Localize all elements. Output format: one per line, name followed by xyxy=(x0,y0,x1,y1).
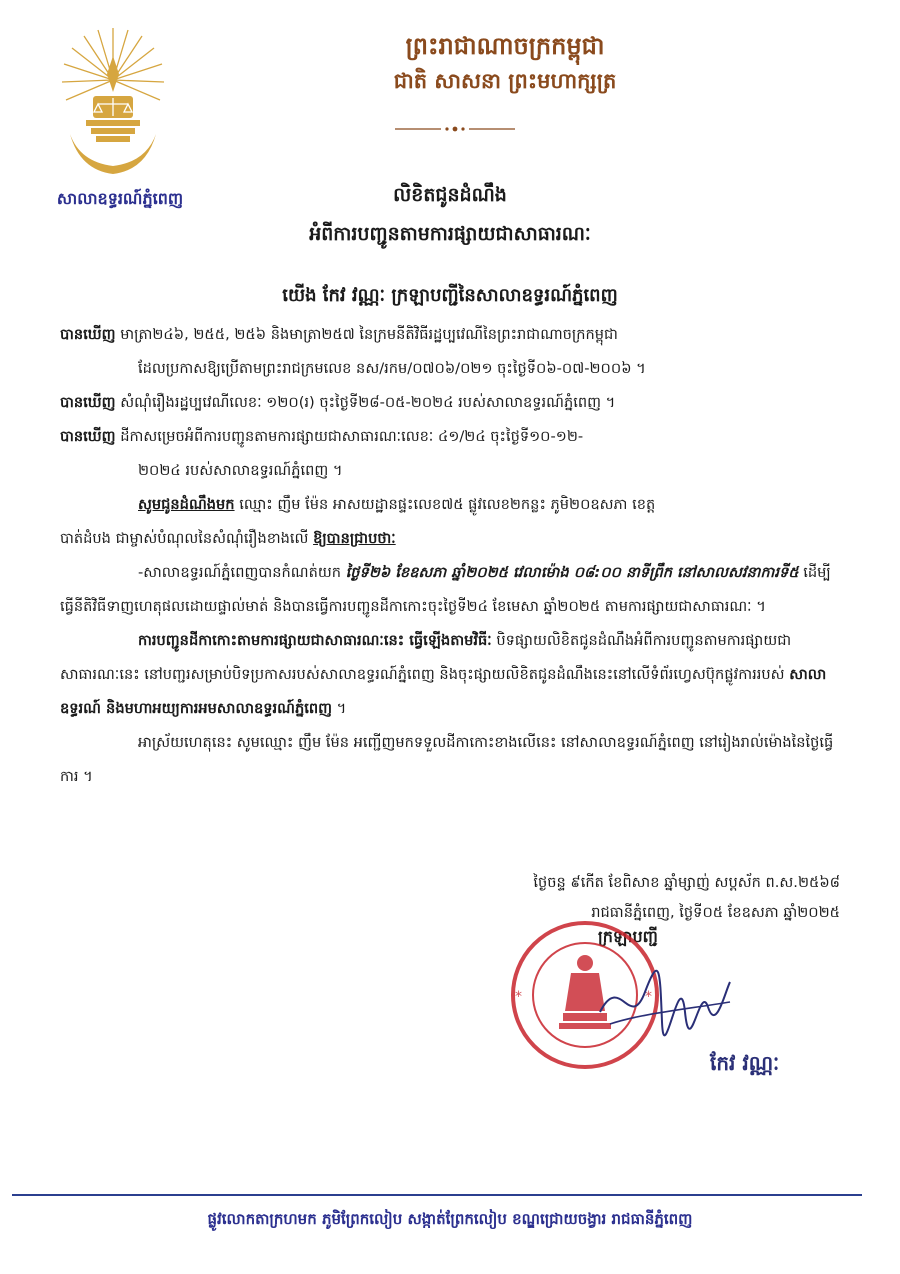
paragraph-text: ដីកាសម្រេចអំពីការបញ្ជូនតាមការផ្សាយជាសាធារណៈលេខៈ ៤១/២៤ ចុះថ្ងៃទី១០-១២- xyxy=(115,428,584,445)
court-name: សាលាឧទ្ធរណ៍ភ្នំពេញ xyxy=(56,189,184,208)
paragraph-text: មាត្រា២៤៦, ២៥៥, ២៥៦ និងមាត្រា២៥៧ នៃក្រមនីតិវិធីរដ្ឋប្បវេណីនៃព្រះរាជាណាចក្រកម្ពុជា xyxy=(115,326,618,343)
footer-divider xyxy=(12,1194,862,1196)
document-subtitle: អំពីការបញ្ជូនតាមការផ្សាយជាសាធារណៈ xyxy=(309,223,591,245)
notice-body xyxy=(60,318,840,794)
seen-label: បានឃើញ xyxy=(60,326,116,343)
kingdom-header xyxy=(340,28,670,98)
paragraph-text: បិទផ្សាយលិខិតជូនដំណឹងអំពីការបញ្ជូនតាមការផ្សាយជាសាធារណៈនេះ នៅបញ្ជរសម្រាប់បិទប្រកាសរបស់សាលាឧទ្ធរណ៍ភ្នំពេញ និងចុះផ្សាយលិខិតជូនដំណឹងនេះនៅលើទំព័រហ្វេសប៊ុកផ្លូវការរបស់ xyxy=(60,632,792,683)
seen-label: បានឃើញ xyxy=(60,428,116,445)
paragraph-text: សំណុំរឿងរដ្ឋប្បវេណីលេខៈ ១២០(រ) ចុះថ្ងៃទី២៨-០៥-២០២៤ របស់សាលាឧទ្ធរណ៍ភ្នំពេញ ។ xyxy=(115,394,616,411)
hearing-date: ថ្ងៃទី២៦ ខែឧសភា ឆ្នាំ២០២៥ វេលាម៉ោង ០៨:០០ នាទីព្រឹក នៅសាលសវនាការទី៥ xyxy=(345,564,799,581)
solar-date: រាជធានីភ្នំពេញ, ថ្ងៃទី០៥ ខែឧសភា ឆ្នាំ២០២៥ xyxy=(591,904,840,921)
paragraph-text: -សាលាឧទ្ធរណ៍ភ្នំពេញបានកំណត់យក xyxy=(138,564,346,581)
clerk-title: ក្រឡាបញ្ជី xyxy=(598,927,658,946)
method-tail: សាលាឧទ្ធរណ៍ និងមហាអយ្យការអមសាលាឧទ្ធរណ៍ភ្នំពេញ xyxy=(60,666,827,717)
method-label: ការបញ្ជូនដីកាកោះតាមការផ្សាយជាសាធារណៈនេះ ធ្វើឡើងតាមវិធីៈ xyxy=(138,632,492,649)
paragraph-notify xyxy=(60,488,840,522)
handwritten-signature xyxy=(590,952,740,1042)
paragraph-text: បាត់ដំបង ជាម្ចាស់បំណុលនៃសំណុំរឿងខាងលើ xyxy=(60,530,314,547)
footer-address: ផ្លូវលោកតាក្រហមក ភូមិព្រែកលៀប សង្កាត់ព្រែកលៀប ខណ្ឌជ្រោយចង្វារ រាជធានីភ្នំពេញ xyxy=(207,1210,693,1228)
clerk-name: កែវ វណ្ណៈ xyxy=(710,1051,780,1075)
paragraph-seen-1 xyxy=(60,318,840,352)
paragraph-text: ឈ្មោះ ញឹម ម៉ែន អាសយដ្ឋានផ្ទះលេខ៧៥ ផ្លូវលេខ២កន្លះ ភូមិ២០ឧសភា ខេត្ត xyxy=(234,496,656,513)
paragraph-seen-2 xyxy=(60,386,840,420)
paragraph-notify-cont xyxy=(60,522,840,556)
court-emblem-logo xyxy=(58,22,168,182)
paragraph-seen-3-cont: ២០២៤ របស់សាលាឧទ្ធរណ៍ភ្នំពេញ ។ xyxy=(138,462,343,479)
national-motto: ជាតិ សាសនា ព្រះមហាក្សត្រ xyxy=(393,69,617,93)
lunar-date: ថ្ងៃចន្ទ ៩កើត ខែពិសាខ ឆ្នាំម្សាញ់ សប្តស័ក ព.ស.២៥៦៨ xyxy=(533,874,840,891)
issuer-line: យើង កែវ វណ្ណៈ ក្រឡាបញ្ជីនៃសាលាឧទ្ធរណ៍ភ្នំពេញ xyxy=(282,285,618,306)
seen-label: បានឃើញ xyxy=(60,394,116,411)
notify-label: សូមជូនដំណឹងមក xyxy=(138,496,235,513)
svg-text:*: * xyxy=(515,989,522,1005)
paragraph-text: ។ xyxy=(332,700,347,717)
paragraph-seen-3 xyxy=(60,420,840,454)
paragraph-method xyxy=(60,624,840,726)
paragraph-seen-1-cont: ដែលប្រកាសឱ្យប្រើតាមព្រះរាជក្រមលេខ នស/រកម/០៧០៦/០២១ ចុះថ្ងៃទី០៦-០៧-២០០៦ ។ xyxy=(138,360,646,377)
kingdom-title: ព្រះរាជាណាចក្រកម្ពុជា xyxy=(405,32,605,60)
paragraph-hearing xyxy=(60,556,840,624)
svg-text:*: * xyxy=(645,989,652,1005)
ornament-divider xyxy=(395,123,515,135)
paragraph-conclusion: អាស្រ័យហេតុនេះ សូមឈ្មោះ ញឹម ម៉ែន អញ្ជើញមកទទួលដីកាកោះខាងលើនេះ នៅសាលាឧទ្ធរណ៍ភ្នំពេញ នៅរៀងរាល់ម៉ោងនៃថ្ងៃធ្វើការ ។ xyxy=(60,734,834,785)
paragraph-text: ដើម្បីធ្វើនីតិវិធីទាញហេតុផលដោយផ្ទាល់មាត់ និងបានធ្វើការបញ្ជូនដីកាកោះចុះថ្ងៃទី២៤ ខែមេសា ឆ្នាំ២០២៥ តាមការផ្សាយជាសាធារណៈ ។ xyxy=(60,564,831,615)
notify-tail: ឱ្យបានជ្រាបថាៈ xyxy=(313,530,396,547)
document-title: លិខិតជូនដំណឹង xyxy=(393,184,507,206)
